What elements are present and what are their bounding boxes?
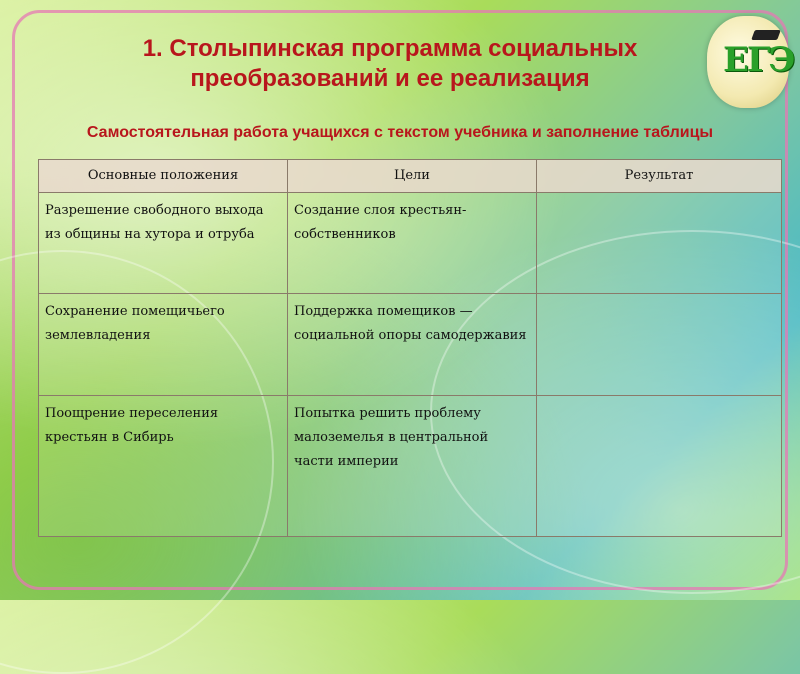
table-row: [39, 294, 782, 395]
table-row: [39, 395, 782, 536]
column-header: Основные положения: [39, 160, 288, 193]
table-cell: Поддержка помещиков — социальной опоры самодержавия: [288, 294, 537, 395]
table-cell: Создание слоя крестьян-собственников: [288, 193, 537, 294]
column-header: Результат: [537, 160, 782, 193]
table-cell: [537, 193, 782, 294]
logo-text: ЕГЭ: [723, 40, 794, 80]
table-cell: Попытка решить проблему малоземелья в центральной части империи: [288, 395, 537, 536]
table-cell: Разрешение свободного выхода из общины на хутора и отруба: [39, 193, 288, 294]
table-cell: [537, 294, 782, 395]
table-row: [39, 193, 782, 294]
table-header-row: [39, 160, 782, 193]
table-cell: [537, 395, 782, 536]
summary-table: [38, 159, 782, 537]
graduation-cap-icon: [751, 30, 781, 40]
ege-logo-icon: [707, 16, 794, 108]
slide-subtitle: Самостоятельная работа учащихся с текстом учебника и заполнение таблицы: [86, 124, 714, 141]
column-header: Цели: [288, 160, 537, 193]
table-cell: Поощрение переселения крестьян в Сибирь: [39, 395, 288, 536]
slide-title: 1. Столыпинская программа социальных преобразований и ее реализация: [142, 35, 638, 92]
table-cell: Сохранение помещичьего землевладения: [39, 294, 288, 395]
